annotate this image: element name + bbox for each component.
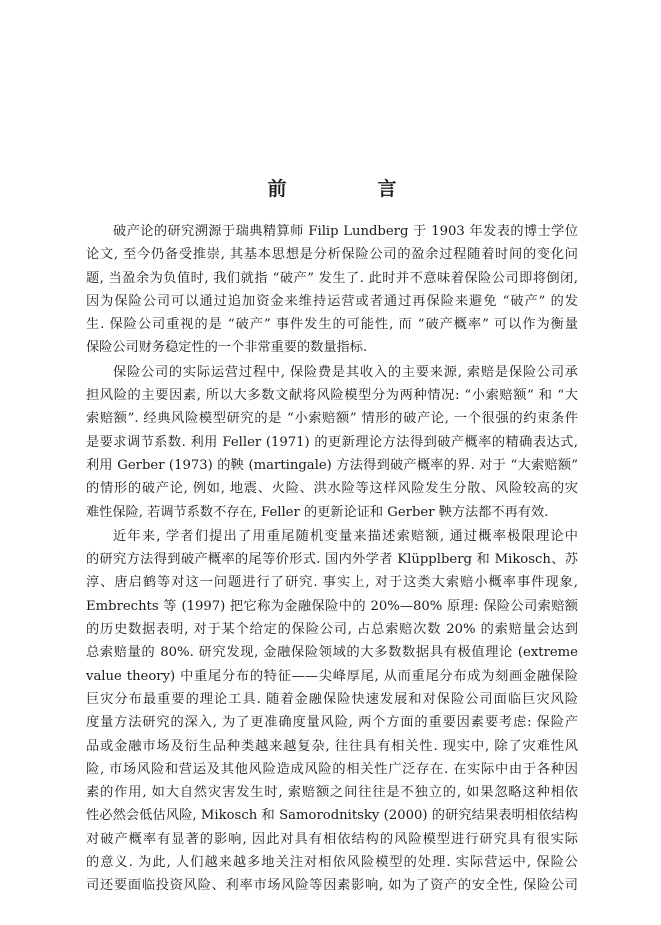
text-line: 司还要面临投资风险、利率市场风险等因素影响, 如为了资产的安全性, 保险公司 bbox=[86, 878, 578, 894]
page-title: 前 言 bbox=[267, 178, 433, 200]
text-line: 索赔额”. 经典风险模型研究的是 “小索赔额” 情形的破产论, 一个很强的约束条件 bbox=[86, 411, 578, 427]
text-line: 保险公司财务稳定性的一个非常重要的数量指标. bbox=[86, 340, 368, 356]
text-line: 担风险的主要因素, 所以大多数文献将风险模型分为两种情况: “小索赔额” 和 “大 bbox=[86, 388, 578, 404]
text-line: 素的作用, 如大自然灾害发生时, 索赔额之间往往是不独立的, 如果忽略这种相依 bbox=[86, 785, 578, 801]
paragraph bbox=[86, 361, 578, 524]
text-line: 利用 Gerber (1973) 的鞅 (martingale) 方法得到破产概率的界. 对于 “大索赔额” bbox=[86, 457, 578, 473]
text-line: 生. 保险公司重视的是 “破产” 事件发生的可能性, 而 “破产概率” 可以作为衡量 bbox=[86, 317, 578, 333]
document-page bbox=[86, 0, 578, 925]
paragraph bbox=[86, 525, 578, 898]
text-line: 是要求调节系数. 利用 Feller (1971) 的更新理论方法得到破产概率的精确表达式, bbox=[86, 434, 578, 450]
text-line: 的历史数据表明, 对于某个给定的保险公司, 占总索赔次数 20% 的索赔量会达到 bbox=[86, 622, 578, 638]
text-line: 的情形的破产论, 例如, 地震、火险、洪水险等这样风险发生分散、风险较高的灾 bbox=[86, 481, 578, 497]
text-line: Embrechts 等 (1997) 把它称为金融保险中的 20%—80% 原理: 保险公司索赔额 bbox=[86, 598, 578, 614]
text-line: 品或金融市场及衍生品种类越来越复杂, 往往具有相关性. 现实中, 除了灾难性风 bbox=[86, 738, 578, 754]
text-line: 险, 市场风险和营运及其他风险造成风险的相关性广泛存在. 在实际中由于各种因 bbox=[86, 761, 578, 777]
text-line: 巨灾分布最重要的理论工具. 随着金融保险快速发展和对保险公司面临巨灾风险 bbox=[86, 691, 578, 707]
text-line: 保险公司的实际运营过程中, 保险费是其收入的主要来源, 索赔是保险公司承 bbox=[113, 364, 578, 380]
text-line: 难性保险, 若调节系数不存在, Feller 的更新论证和 Gerber 鞅方法都不再有效. bbox=[86, 504, 549, 520]
text-line: 对破产概率有显著的影响, 因此对具有相依结构的风险模型进行研究具有很实际 bbox=[86, 831, 578, 847]
text-line: 性必然会低估风险, Mikosch 和 Samorodnitsky (2000) 的研究结果表明相依结构 bbox=[86, 808, 578, 824]
text-line: 破产论的研究溯源于瑞典精算师 Filip Lundberg 于 1903 年发表的博士学位 bbox=[113, 224, 578, 239]
text-line: 论文, 至今仍备受推崇, 其基本思想是分析保险公司的盈余过程随着时间的变化问 bbox=[86, 247, 578, 263]
document-body bbox=[86, 220, 578, 899]
text-line: 的意义. 为此, 人们越来越多地关注对相依风险模型的处理. 实际营运中, 保险公 bbox=[86, 855, 578, 871]
text-line: value theory) 中重尾分布的特征——尖峰厚尾, 从而重尾分布成为刻画金融保险 bbox=[86, 668, 578, 684]
text-line: 因为保险公司可以通过追加资金来维持运营或者通过再保险来避免 “破产” 的发 bbox=[86, 293, 578, 309]
text-line: 度量方法研究的深入, 为了更准确度量风险, 两个方面的重要因素要考虑: 保险产 bbox=[86, 715, 578, 731]
text-line: 近年来, 学者们提出了用重尾随机变量来描述索赔额, 通过概率极限理论中 bbox=[113, 528, 578, 544]
text-line: 题, 当盈余为负值时, 我们就指 “破产” 发生了. 此时并不意味着保险公司即将倒闭, bbox=[86, 270, 578, 286]
text-line: 总索赔量的 80%. 研究发现, 金融保险领域的大多数数据具有极值理论 (extreme bbox=[86, 645, 578, 661]
text-line: 的研究方法得到破产概率的尾等价形式. 国内外学者 Klüpplberg 和 Mikosch、苏 bbox=[86, 552, 578, 568]
paragraph bbox=[86, 220, 578, 360]
text-line: 淳、唐启鹤等对这一问题进行了研究. 事实上, 对于这类大索赔小概率事件现象, bbox=[86, 575, 578, 591]
